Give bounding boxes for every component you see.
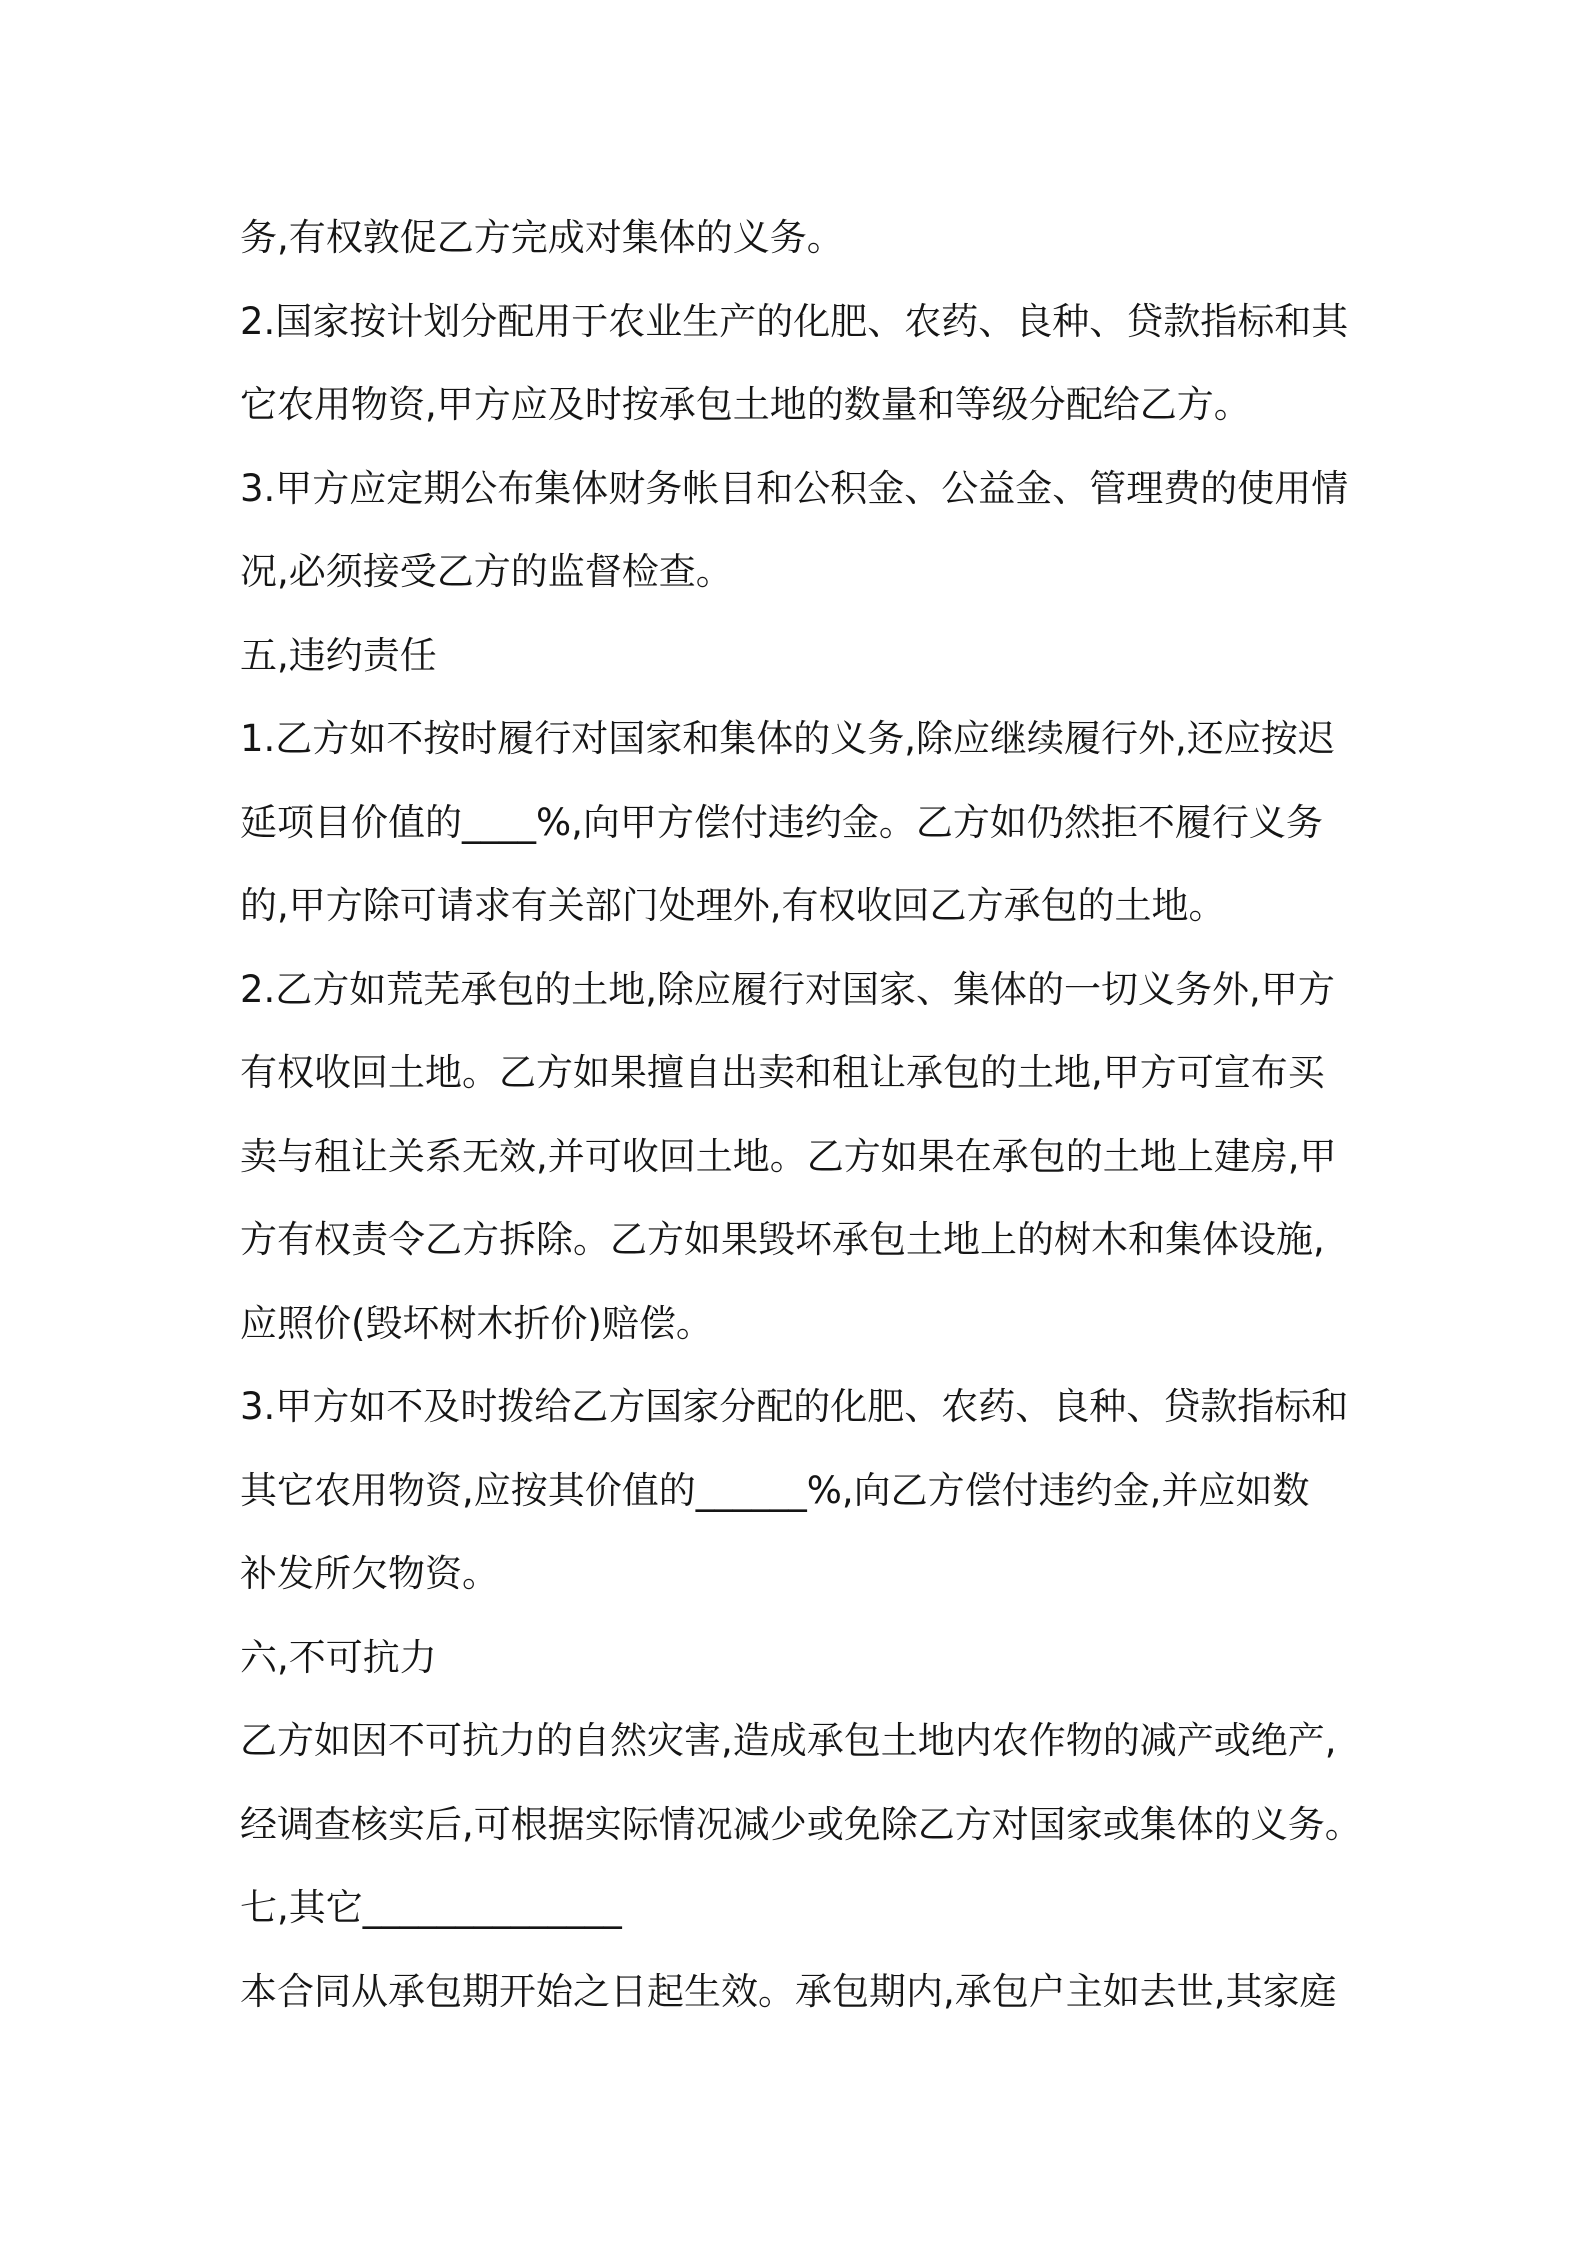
document-body [240,196,1370,2033]
text-line: 它农用物资,甲方应及时按承包土地的数量和等级分配给乙方。 [240,383,1251,426]
section-heading-other: 七,其它______________ [240,1886,622,1929]
text-line: 1.乙方如不按时履行对国家和集体的义务,除应继续履行外,还应按迟 [240,717,1335,760]
section-heading-default-liability: 五,违约责任 [240,633,437,677]
text-line: 的,甲方除可请求有关部门处理外,有权收回乙方承包的土地。 [240,884,1226,927]
text-line: 乙方如因不可抗力的自然灾害,造成承包土地内农作物的减产或绝产, [240,1719,1337,1762]
text-line: 经调查核实后,可根据实际情况减少或免除乙方对国家或集体的义务。 [240,1802,1362,1846]
text-line: 延项目价值的____%,向甲方偿付违约金。乙方如仍然拒不履行义务 [240,800,1323,844]
text-line: 有权收回土地。乙方如果擅自出卖和租让承包的土地,甲方可宣布买 [240,1051,1325,1094]
text-line: 3.甲方如不及时拨给乙方国家分配的化肥、农药、良种、贷款指标和 [240,1385,1349,1428]
text-line: 卖与租让关系无效,并可收回土地。乙方如果在承包的土地上建房,甲 [240,1134,1337,1178]
text-line: 2.国家按计划分配用于农业生产的化肥、农药、良种、贷款指标和其 [240,299,1349,343]
text-line: 本合同从承包期开始之日起生效。承包期内,承包户主如去世,其家庭 [240,1969,1337,2013]
text-line: 补发所欠物资。 [240,1552,499,1595]
text-line: 3.甲方应定期公布集体财务帐目和公积金、公益金、管理费的使用情 [240,466,1349,510]
section-heading-force-majeure: 六,不可抗力 [240,1635,437,1679]
text-line: 务,有权敦促乙方完成对集体的义务。 [240,216,844,259]
text-line: 方有权责令乙方拆除。乙方如果毁坏承包土地上的树木和集体设施, [240,1218,1325,1261]
text-line: 应照价(毁坏树木折价)赔偿。 [240,1301,713,1345]
text-line: 其它农用物资,应按其价值的______%,向乙方偿付违约金,并应如数 [240,1468,1310,1512]
text-line: 2.乙方如荒芜承包的土地,除应履行对国家、集体的一切义务外,甲方 [240,967,1335,1011]
text-line: 况,必须接受乙方的监督检查。 [240,550,733,593]
